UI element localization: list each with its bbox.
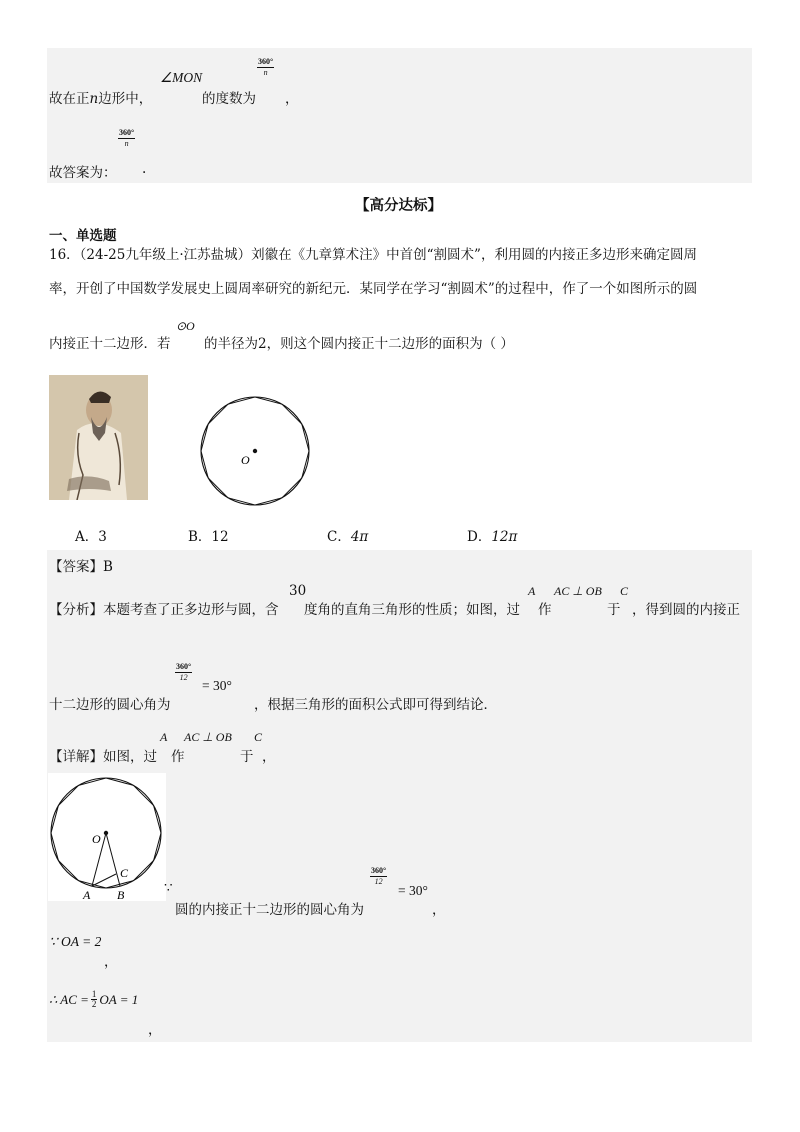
oa-equation: ∵ OA = 2 xyxy=(49,934,102,949)
option-letter: C． xyxy=(327,529,351,545)
analysis-line2-end: ，根据三角形的面积公式即可得到结论． xyxy=(254,697,497,713)
math-n: n xyxy=(89,91,99,107)
liu-hui-portrait-image xyxy=(49,375,148,500)
circle-o-symbol: ⊙O xyxy=(176,319,195,333)
fraction-360-n xyxy=(257,57,274,78)
point-a: A xyxy=(528,584,536,598)
numerator: 360° xyxy=(176,662,192,671)
angle-mon: ∠MON xyxy=(160,70,203,85)
question-line-2: 率，开创了中国数学发展史上圆周率研究的新纪元．某同学在学习“割圆术”的过程中，作了一个如图所示的圆 xyxy=(49,281,698,297)
option-c[interactable] xyxy=(327,525,368,545)
question-line-3a: 内接正十二边形．若 xyxy=(49,336,171,352)
option-value: 3 xyxy=(98,529,107,545)
denominator: n xyxy=(124,139,129,148)
label-a: A xyxy=(83,888,91,901)
triangle-construction-diagram xyxy=(48,773,166,901)
label-o: O xyxy=(92,832,101,846)
label-b: B xyxy=(117,888,125,901)
denominator: 2 xyxy=(91,999,97,1009)
point-a: A xyxy=(160,730,168,744)
numerator: 360° xyxy=(258,57,274,66)
perp-expression: AC ⊥ OB xyxy=(184,730,232,744)
numerator: 360° xyxy=(371,866,387,875)
section-title: 【高分达标】 xyxy=(355,197,442,214)
option-letter: A． xyxy=(75,529,99,545)
perp-expression: AC ⊥ OB xyxy=(554,584,602,598)
numerator: 1 xyxy=(91,989,97,999)
fraction-360-12-detail xyxy=(370,866,387,887)
point-c: C xyxy=(620,584,629,598)
detail-prefix: 【详解】如图，过 xyxy=(49,749,157,765)
option-value: 12π xyxy=(491,529,518,545)
analysis-line2-prefix: 十二边形的圆心角为 xyxy=(49,697,171,713)
answer-label: 【答案】B xyxy=(49,559,113,575)
dodecagon-circle-diagram xyxy=(196,393,314,511)
question-line-3b: 的半径为2，则这个圆内接正十二边形的面积为（ ） xyxy=(204,336,514,352)
detail-center-text: 圆的内接正十二边形的圆心角为 xyxy=(175,902,364,918)
text-line xyxy=(49,87,152,107)
text: 的度数为 xyxy=(202,91,256,107)
text-comma: ， xyxy=(432,902,446,918)
option-d[interactable] xyxy=(467,525,517,545)
label-o: O xyxy=(241,453,250,467)
equals-30: = 30° xyxy=(202,678,232,693)
analysis-prefix: 【分析】本题考查了正多边形与圆，含 xyxy=(49,602,279,618)
text-comma: ， xyxy=(262,749,276,765)
text-zuo: 作 xyxy=(538,602,552,618)
denominator: 12 xyxy=(179,673,188,682)
question-line-1: 16．（24-25九年级上·江苏盐城）刘徽在《九章算术注》中首创“割圆术”，利用圆的内接正多边形来确定圆周 xyxy=(49,247,697,263)
text-yu: 于 xyxy=(607,602,621,618)
option-value: 12 xyxy=(211,529,229,545)
ac-eq-suffix: OA = 1 xyxy=(99,991,139,1007)
ac-eq-prefix: ∴ AC = xyxy=(49,991,89,1007)
option-letter: D． xyxy=(467,529,492,545)
text: ， xyxy=(285,91,299,107)
denominator: 12 xyxy=(374,877,383,886)
option-b[interactable] xyxy=(188,525,229,545)
option-value: 4π xyxy=(350,529,369,545)
denominator: n xyxy=(263,68,268,77)
text-comma: ， xyxy=(148,1022,162,1038)
text: 边形中， xyxy=(98,91,153,107)
text: 故在正 xyxy=(49,91,90,107)
because-symbol: ∵ xyxy=(164,880,173,896)
analysis-mid: 度角的直角三角形的性质；如图，过 xyxy=(304,602,520,618)
fraction-half xyxy=(91,990,98,1009)
text-yu: 于 xyxy=(240,749,254,765)
label-c: C xyxy=(120,866,129,880)
top-answer-block xyxy=(47,48,752,183)
fraction-360-n-answer xyxy=(118,128,135,149)
text: 故答案为： xyxy=(49,165,117,181)
ac-equation xyxy=(49,990,138,1009)
option-letter: B． xyxy=(188,529,212,545)
text-comma: ， xyxy=(104,954,118,970)
analysis-end: ，得到圆的内接正 xyxy=(632,602,740,618)
fraction-360-12 xyxy=(175,662,192,683)
text: . xyxy=(142,161,147,177)
option-a[interactable] xyxy=(75,525,107,545)
point-c: C xyxy=(254,730,263,744)
text-zuo: 作 xyxy=(171,749,185,765)
analysis-30: 30 xyxy=(289,583,307,599)
equals-30: = 30° xyxy=(398,883,428,898)
numerator: 360° xyxy=(119,128,135,137)
subsection-title: 一、单选题 xyxy=(49,228,117,244)
